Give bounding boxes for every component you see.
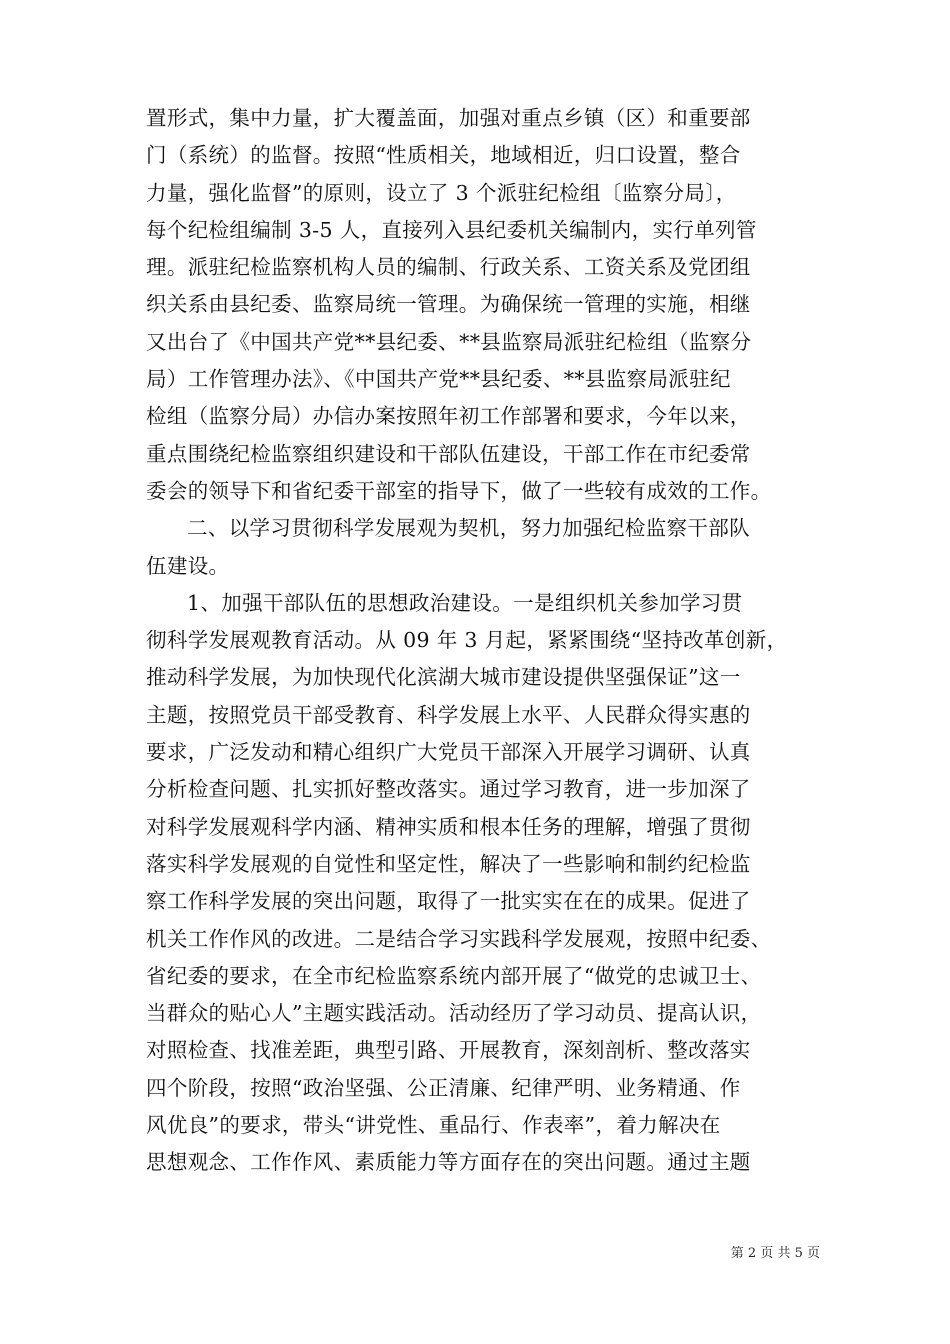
text-line: 察工作科学发展的突出问题，取得了一批实实在在的成果。促进了: [146, 889, 751, 914]
text-line: 四个阶段，按照“政治坚强、公正清廉、纪律严明、业务精通、作: [146, 1075, 741, 1100]
text-line: 对科学发展观科学内涵、精神实质和根本任务的理解，增强了贯彻: [146, 814, 751, 839]
text-line: 织关系由县纪委、监察局统一管理。为确保统一管理的实施，相继: [146, 292, 751, 317]
page-number-footer: 第 2 页 共 5 页: [730, 1246, 820, 1261]
subsection-heading-line: 1、加强干部队伍的思想政治建设。一是组织机关参加学习贯: [187, 590, 743, 615]
text-line: 理。派驻纪检监察机构人员的编制、行政关系、工资关系及党团组: [146, 255, 751, 280]
text-line: 力量，强化监督”的原则，设立了 3 个派驻纪检组〔监察分局〕，: [146, 180, 737, 205]
text-line: 彻科学发展观教育活动。从 09 年 3 月起，紧紧围绕“坚持改革创新，: [146, 628, 788, 653]
text-line: 落实科学发展观的自觉性和坚定性，解决了一些影响和制约纪检监: [146, 851, 751, 876]
text-line: 置形式，集中力量，扩大覆盖面，加强对重点乡镇（区）和重要部: [146, 106, 751, 130]
text-line: 思想观念、工作作风、素质能力等方面存在的突出问题。通过主题: [146, 1150, 751, 1175]
text-line: 推动科学发展，为加快现代化滨湖大城市建设提供坚强保证”这一: [146, 665, 741, 690]
text-line: 委会的领导下和省纪委干部室的指导下，做了一些较有成效的工作。: [146, 478, 772, 503]
body-text: [146, 100, 808, 1182]
text-line: 当群众的贴心人”主题实践活动。活动经历了学习动员、提高认识，: [146, 1001, 762, 1026]
text-line: 每个纪检组编制 3-5 人，直接列入县纪委机关编制内，实行单列管: [146, 217, 757, 242]
text-line: 主题，按照党员干部受教育、科学发展上水平、人民群众得实惠的: [146, 702, 751, 727]
text-line: 要求，广泛发动和精心组织广大党员干部深入开展学习调研、认真: [146, 740, 751, 765]
text-line: 局）工作管理办法》、《中国共产党**县纪委、**县监察局派驻纪: [146, 367, 731, 392]
text-line: 又出台了《中国共产党**县纪委、**县监察局派驻纪检组（监察分: [146, 329, 752, 354]
section-heading-line: 二、以学习贯彻科学发展观为契机，努力加强纪检监察干部队: [187, 516, 750, 541]
text-line: 门（系统）的监督。按照“性质相关，地域相近，归口设置，整合: [146, 143, 741, 168]
text-line: 伍建设。: [146, 553, 230, 578]
text-line: 分析检查问题、扎实抓好整改落实。通过学习教育，进一步加深了: [146, 777, 751, 802]
text-line: 检组（监察分局）办信办案按照年初工作部署和要求，今年以来，: [146, 404, 751, 429]
text-line: 机关工作作风的改进。二是结合学习实践科学发展观，按照中纪委、: [146, 926, 772, 951]
text-line: 对照检查、找准差距，典型引路、开展教育，深刻剖析、整改落实: [146, 1038, 751, 1063]
text-line: 省纪委的要求，在全市纪检监察系统内部开展了“做党的忠诚卫士、: [146, 963, 762, 988]
text-line: 重点围绕纪检监察组织建设和干部队伍建设，干部工作在市纪委常: [146, 441, 751, 466]
text-line: 风优良”的要求，带头“讲党性、重品行、作表率”，着力解决在: [146, 1113, 721, 1138]
